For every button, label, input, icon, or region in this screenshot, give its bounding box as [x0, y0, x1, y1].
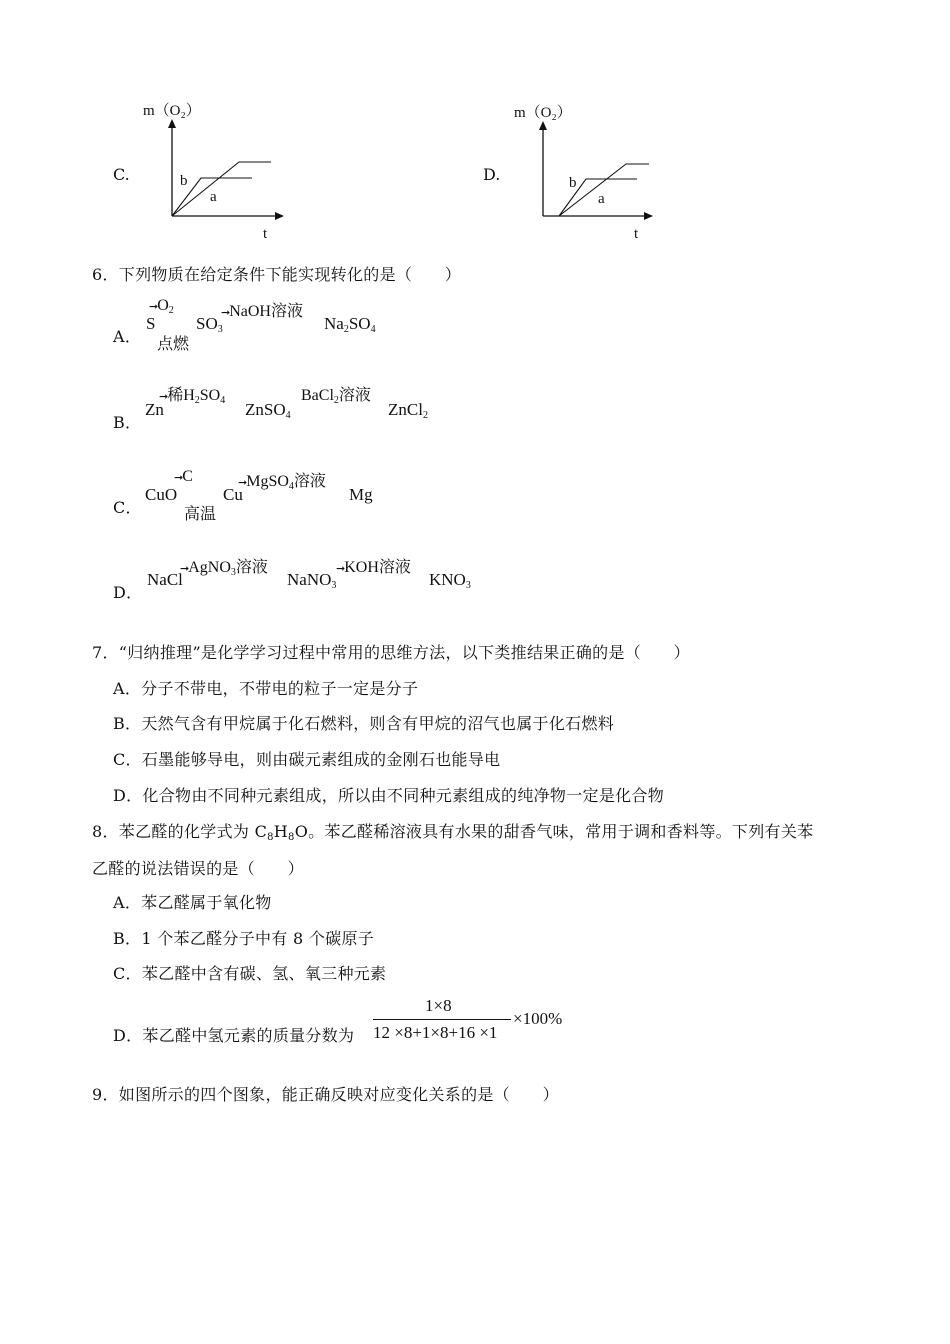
- q6-b-s3: ZnCl$_2$: [388, 400, 428, 421]
- q8-d-fraction-bar: [373, 1019, 511, 1020]
- graph-c: [135, 95, 295, 245]
- graph-c-ylabel: m（O₂）: [143, 103, 201, 119]
- q8-option-c: C．苯乙醛中含有碳、氢、氧三种元素: [113, 964, 387, 983]
- q8-d-numerator: 1×8: [425, 996, 452, 1015]
- graph-d-xlabel: t: [634, 226, 639, 242]
- q6-c-cond1-bottom: 高温: [184, 504, 217, 523]
- q6-c-cond1-top: ➞C: [174, 468, 193, 485]
- q6-a-cond1-top: $➞O_2$: [149, 297, 174, 316]
- q6-a-s1: S: [146, 314, 156, 333]
- graph-c-xlabel: t: [263, 226, 268, 242]
- q6-option-d-label: D．: [113, 583, 143, 602]
- q6-b-cond1-top: ➞稀$H_2SO_4$: [159, 387, 226, 406]
- q6-option-c-label: C．: [113, 498, 142, 517]
- graph-d-ylabel: m（O₂）: [514, 105, 572, 121]
- q6-b-s1: Zn: [145, 400, 164, 419]
- q6-a-s3: $Na_2SO_4$: [324, 314, 376, 335]
- q7-option-b: B．天然气含有甲烷属于化石燃料，则含有甲烷的沼气也属于化石燃料: [113, 714, 615, 733]
- q6-b-cond2-top: BaCl$_2$溶液: [301, 387, 371, 406]
- q6-c-s2: Cu: [223, 485, 243, 504]
- q6-b-s2: ZnSO$_4$: [245, 400, 291, 421]
- graph-d: [506, 97, 666, 247]
- graph-c-a-label: a: [210, 189, 217, 205]
- q6-option-a-label: A．: [113, 327, 142, 346]
- q8-d-tail: ×100%: [513, 1009, 563, 1028]
- q6-c-cond2-top: ➞MgSO$_4$溶液: [238, 473, 326, 492]
- q6-a-cond1-bottom: 点燃: [157, 334, 190, 353]
- q6-option-b-label: B．: [113, 413, 142, 432]
- option-d-label-graph: D.: [483, 165, 501, 184]
- option-c-label-graph: C.: [113, 165, 130, 184]
- q6-d-s1: NaCl: [147, 570, 183, 589]
- q8-option-d: D．苯乙醛中氢元素的质量分数为: [113, 1026, 355, 1045]
- question-9-stem: 9．如图所示的四个图象，能正确反映对应变化关系的是（ ）: [92, 1085, 559, 1104]
- question-7-stem: 7．“归纳推理”是化学学习过程中常用的思维方法，以下类推结果正确的是（ ）: [92, 643, 690, 662]
- q7-option-a: A．分子不带电，不带电的粒子一定是分子: [113, 679, 419, 698]
- q6-d-s2: NaNO$_3$: [287, 570, 337, 591]
- graph-c-b-label: b: [180, 173, 188, 189]
- question-8-stem-line2: 乙醛的说法错误的是（ ）: [92, 859, 304, 878]
- q6-d-cond1-top: ➞AgNO$_3$溶液: [180, 559, 268, 578]
- q6-d-s3: $KNO_3$: [429, 570, 471, 591]
- question-8-stem-line1: 8．苯乙醛的化学式为 $C_8H_8O$。苯乙醛稀溶液具有水果的甜香气味，常用于调和香料等。下列有关苯: [92, 822, 814, 843]
- graph-d-a-label: a: [598, 191, 605, 207]
- graph-d-b-label: b: [569, 175, 577, 191]
- q8-option-a: A．苯乙醛属于氧化物: [113, 893, 272, 912]
- question-6-stem: 6．下列物质在给定条件下能实现转化的是（ ）: [92, 265, 462, 284]
- q8-option-b: B．1 个苯乙醛分子中有 8 个碳原子: [113, 929, 375, 948]
- q6-c-s1: CuO: [145, 485, 178, 504]
- q7-option-d: D．化合物由不同种元素组成，所以由不同种元素组成的纯净物一定是化合物: [113, 786, 665, 805]
- q6-a-s2: $SO_3$: [196, 314, 223, 335]
- q6-c-s3: Mg: [349, 485, 373, 504]
- q8-d-denominator: 12 ×8+1×8+16 ×1: [373, 1023, 498, 1042]
- q6-a-cond2-top: ➞NaOH溶液: [221, 303, 303, 320]
- q7-option-c: C．石墨能够导电，则由碳元素组成的金刚石也能导电: [113, 750, 501, 769]
- q6-d-cond2-top: ➞KOH溶液: [336, 559, 411, 576]
